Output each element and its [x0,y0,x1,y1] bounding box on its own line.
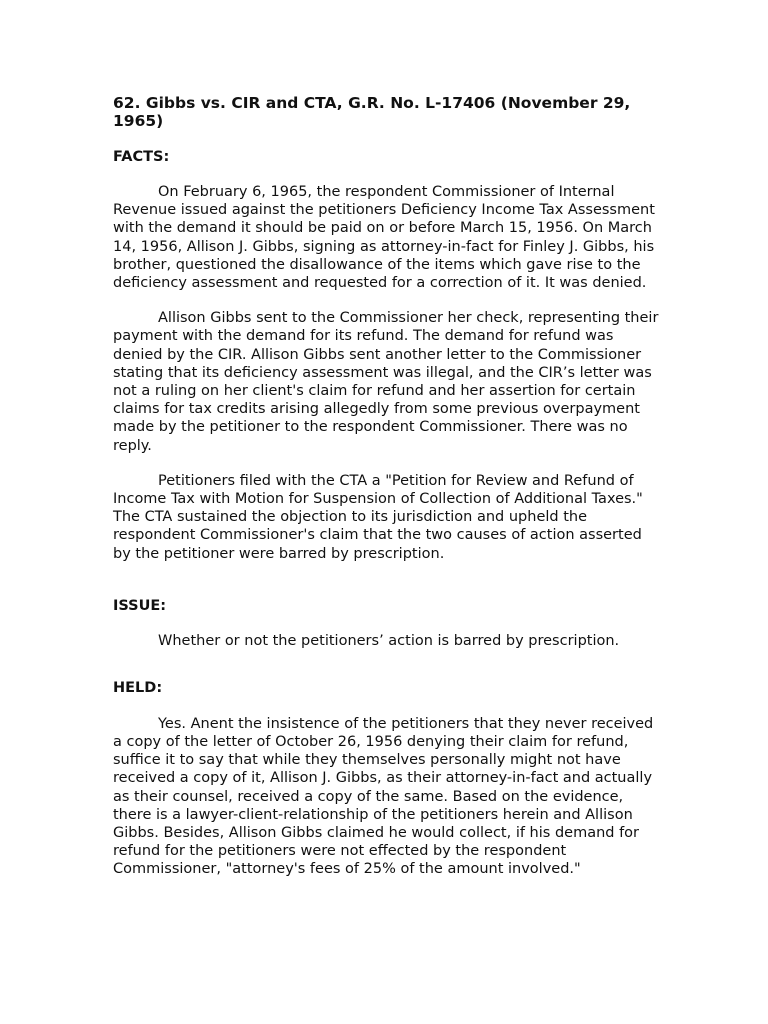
issue-text: Whether or not the petitioners’ action is barred by prescription. [158,632,620,649]
held-paragraph: Yes. Anent the insistence of the petitioners that they never received a copy of the letter of October 26, 1956 denying their claim for refund, suffice it to say that while they themselves personally might not have received a copy of it, Allison J. Gibbs, as their attorney-in-fact and actually as their counsel, received a copy of the same. Based on the evidence, there is a lawyer-client-relationship of the petitioners herein and Allison Gibbs. Besides, Allison Gibbs claimed he would collect, if his demand for refund for the petitioners were not effected by the respondent Commissioner, "attorney's fees of 25% of the amount involved." [113,715,654,878]
case-title: 62. Gibbs vs. CIR and CTA, G.R. No. L-17406 (November 29, 1965) [113,94,631,130]
held-heading: HELD: [113,679,163,696]
facts-paragraph-3: Petitioners filed with the CTA a "Petition for Review and Refund of Income Tax with Motion for Suspension of Collection of Additional Taxes." The CTA sustained the objection to its jurisdiction and upheld the respondent Commissioner's claim that the two causes of action asserted by the petitioner were barred by prescription. [113,472,643,562]
facts-paragraph-2: Allison Gibbs sent to the Commissioner her check, representing their payment with the demand for its refund. The demand for refund was denied by the CIR. Allison Gibbs sent another letter to the Commissioner stating that its deficiency assessment was illegal, and the CIR’s letter was not a ruling on her client's claim for refund and her assertion for certain claims for tax credits arising allegedly from some previous overpayment made by the petitioner to the respondent Commissioner. There was no reply. [113,310,659,454]
issue-heading: ISSUE: [113,597,167,614]
document-page [113,94,661,879]
facts-paragraph-1: On February 6, 1965, the respondent Commissioner of Internal Revenue issued against the petitioners Deficiency Income Tax Assessment with the demand it should be paid on or before March 15, 1956. On March 14, 1956, Allison J. Gibbs, signing as attorney-in-fact for Finley J. Gibbs, his brother, questioned the disallowance of the items which gave rise to the deficiency assessment and requested for a correction of it. It was denied. [113,184,655,292]
facts-heading: FACTS: [113,149,170,165]
